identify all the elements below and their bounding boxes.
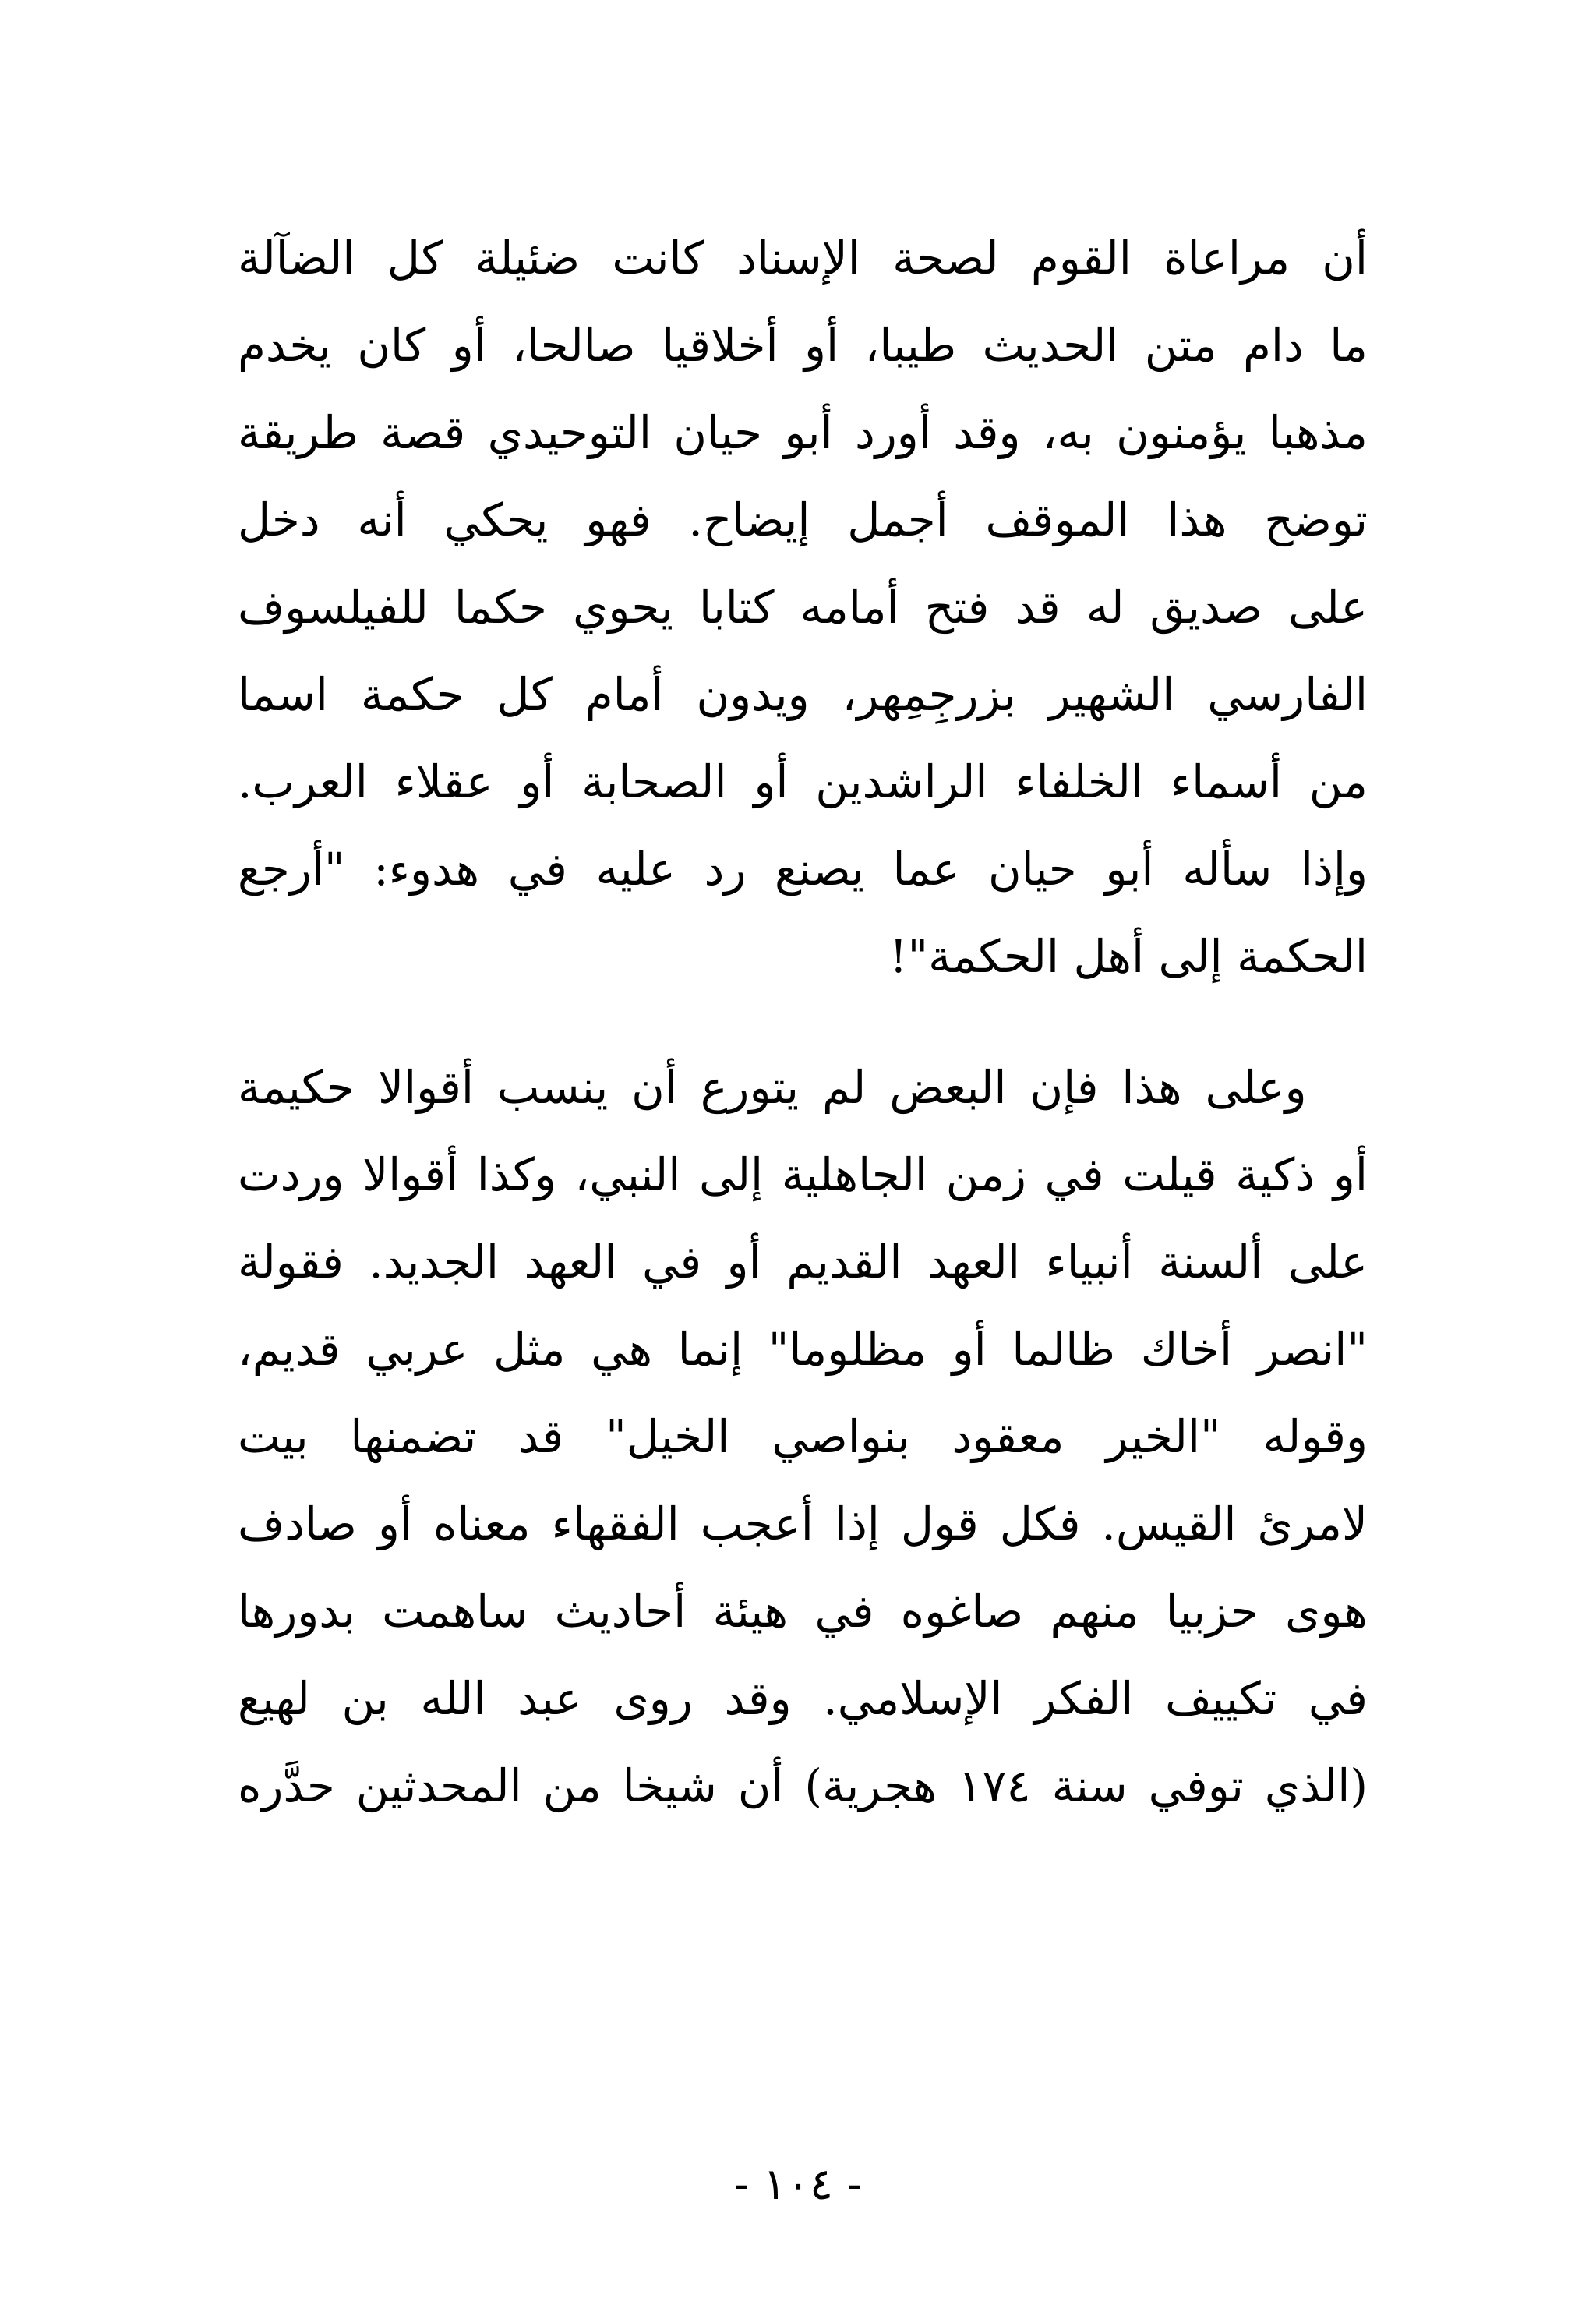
text-line: في تكييف الفكر الإسلامي. وقد روى عبد الله بن لهيع [238, 1672, 1368, 1725]
text-line: أن مراعاة القوم لصحة الإسناد كانت ضئيلة كل الضآلة [238, 232, 1368, 285]
paragraph-2 [238, 1044, 1368, 1830]
text-line: الفارسي الشهير بزرجِمِهر، ويدون أمام كل حكمة اسما [238, 668, 1368, 721]
text-line: وإذا سأله أبو حيان عما يصنع رد عليه في هدوء: "أرجع [238, 843, 1368, 896]
text-line: "انصر أخاك ظالما أو مظلوما" إنما هي مثل عربي قديم، [238, 1323, 1368, 1376]
text-line: ما دام متن الحديث طيبا، أو أخلاقيا صالحا، أو كان يخدم [238, 319, 1368, 372]
text-line: على ألسنة أنبياء العهد القديم أو في العهد الجديد. فقولة [238, 1236, 1368, 1289]
body-text [238, 214, 1368, 1830]
text-line: هوى حزبيا منهم صاغوه في هيئة أحاديث ساهمت بدورها [238, 1585, 1368, 1638]
text-line: وعلى هذا فإن البعض لم يتورع أن ينسب أقوالا حكيمة [238, 1061, 1368, 1114]
text-line: الحكمة إلى أهل الحكمة"! [889, 930, 1368, 983]
page-number: - ١٠٤ - [734, 2159, 862, 2210]
text-line: توضح هذا الموقف أجمل إيضاح. فهو يحكي أنه دخل [238, 493, 1368, 546]
text-line: من أسماء الخلفاء الراشدين أو الصحابة أو عقلاء العرب. [238, 755, 1368, 808]
text-line: على صديق له قد فتح أمامه كتابا يحوي حكما للفيلسوف [238, 581, 1368, 634]
text-line: مذهبا يؤمنون به، وقد أورد أبو حيان التوحيدي قصة طريقة [238, 406, 1368, 459]
text-line: لامرئ القيس. فكل قول إذا أعجب الفقهاء معناه أو صادف [238, 1497, 1368, 1550]
paragraph-gap [238, 1000, 1368, 1044]
paragraph-1 [238, 214, 1368, 1000]
text-line: (الذي توفي سنة ١٧٤ هجرية) أن شيخا من المحدثين حدَّره [238, 1759, 1368, 1812]
text-line: وقوله "الخير معقود بنواصي الخيل" قد تضمنها بيت [238, 1410, 1368, 1463]
text-line: أو ذكية قيلت في زمن الجاهلية إلى النبي، وكذا أقوالا وردت [238, 1148, 1368, 1201]
